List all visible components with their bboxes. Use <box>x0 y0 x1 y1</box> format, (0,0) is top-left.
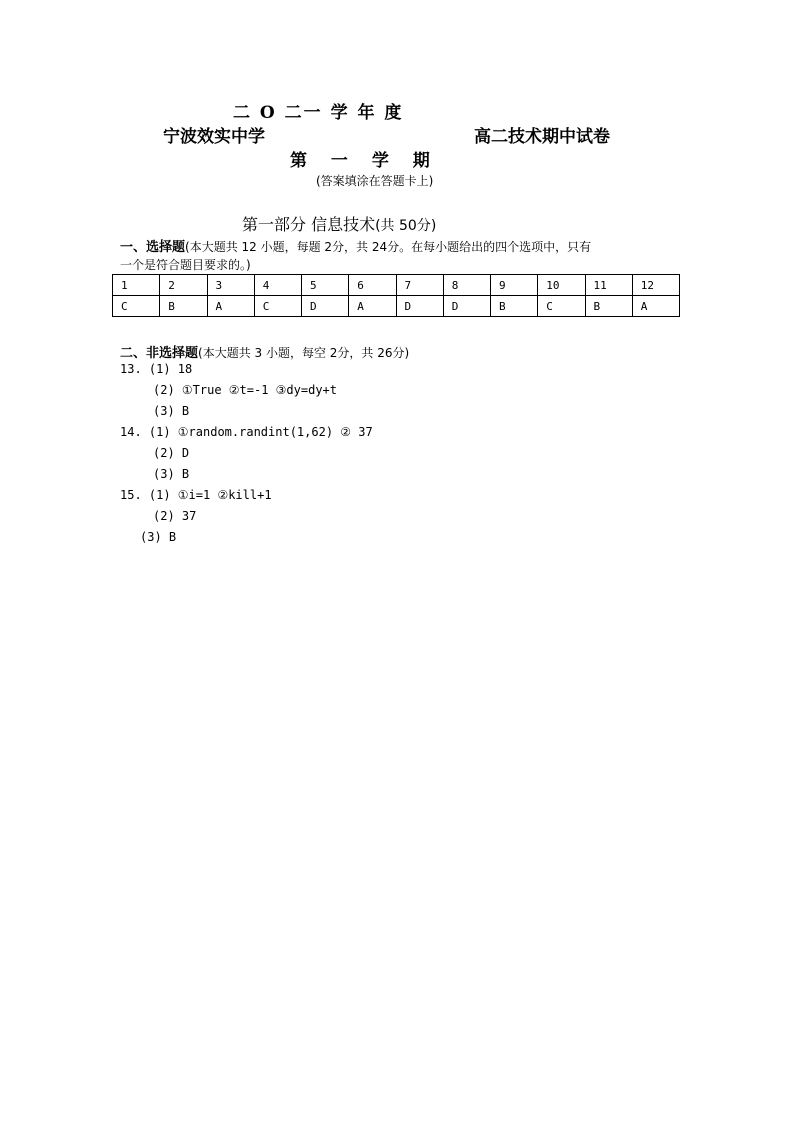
answer-cell: B <box>585 296 632 317</box>
question-number: 12 <box>632 275 679 296</box>
question-number: 1 <box>113 275 160 296</box>
part1-score: (共 50分) <box>375 218 437 234</box>
question-number: 11 <box>585 275 632 296</box>
answer-line-15-2: (2) 37 <box>153 509 197 523</box>
part1-heading <box>242 212 436 235</box>
answer-cell: A <box>207 296 254 317</box>
question-number: 3 <box>207 275 254 296</box>
question-number: 5 <box>302 275 349 296</box>
question-number: 10 <box>538 275 585 296</box>
answer-line-13-1: 13. (1) 18 <box>120 362 193 376</box>
section2-desc: (本大题共 3 小题，每空 2分，共 26分) <box>198 346 410 360</box>
question-number: 8 <box>443 275 490 296</box>
part1-title: 第一部分 信息技术 <box>242 215 376 234</box>
question-number: 4 <box>254 275 301 296</box>
answer-line-14-1: 14. (1) ①random.randint(1,62) ② 37 <box>120 425 373 439</box>
question-number: 9 <box>491 275 538 296</box>
section1-desc-line1: (本大题共 12 小题，每题 2分，共 24分。在每小题给出的四个选项中，只有 <box>185 240 592 254</box>
answer-note: (答案填涂在答题卡上) <box>316 174 434 188</box>
answer-cell: A <box>632 296 679 317</box>
section1-label: 一、选择题 <box>120 240 186 255</box>
question-number: 7 <box>396 275 443 296</box>
question-number: 2 <box>160 275 207 296</box>
section1-desc-line2: 一个是符合题目要求的。) <box>120 258 251 272</box>
section2-label: 二、非选择题 <box>120 346 199 361</box>
answer-cell: C <box>254 296 301 317</box>
answer-table-numbers-row <box>113 275 680 296</box>
term-line: 第 一 学 期 <box>290 151 430 171</box>
answer-cell: B <box>160 296 207 317</box>
answer-cell: D <box>396 296 443 317</box>
answer-line-15-3: (3) B <box>140 530 177 544</box>
school-name: 宁波效实中学 <box>163 127 265 147</box>
answer-cell: A <box>349 296 396 317</box>
answer-line-13-2: (2) ①True ②t=-1 ③dy=dy+t <box>153 383 337 397</box>
answer-cell: D <box>302 296 349 317</box>
answer-cell: C <box>538 296 585 317</box>
school-year-line: 二 O 二一 学 年 度 <box>233 103 404 123</box>
exam-title: 高二技术期中试卷 <box>474 127 610 147</box>
question-number: 6 <box>349 275 396 296</box>
answer-cell: B <box>491 296 538 317</box>
answer-line-13-3: (3) B <box>153 404 190 418</box>
answer-line-14-3: (3) B <box>153 467 190 481</box>
answer-cell: D <box>443 296 490 317</box>
answer-table <box>112 274 680 317</box>
answer-cell: C <box>113 296 160 317</box>
answer-table-answers-row <box>113 296 680 317</box>
section2-header <box>120 342 409 361</box>
answer-line-14-2: (2) D <box>153 446 190 460</box>
section1-header <box>120 236 591 255</box>
answer-line-15-1: 15. (1) ①i=1 ②kill+1 <box>120 488 272 502</box>
